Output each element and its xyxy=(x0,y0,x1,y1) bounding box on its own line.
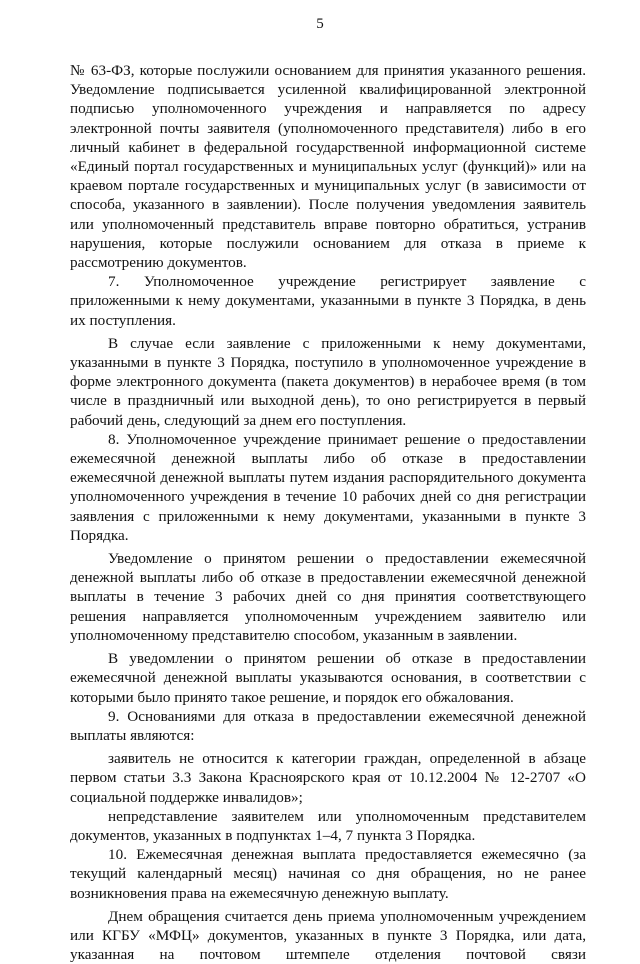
paragraph-refusal-ground-1: заявитель не относится к категории граждан, определенной в абзаце первом статьи 3.3 Закона Красноярского края от 10.12.2004 № 12-2707 «О социальной поддержке инвалидов»; xyxy=(70,750,586,806)
document-body xyxy=(70,61,586,964)
paragraph-electronic-registration: В случае если заявление с приложенными к нему документами, указанными в пункте 3 Порядка, поступило в уполномоченное учреждение в форме электронного документа (пакета документов) в нерабочее время (в том числе в праздничный или выходной день), то оно регистрируется в первый рабочий день, следующий за днем его поступления. xyxy=(70,334,586,429)
paragraph-refusal-notice: В уведомлении о принятом решении об отказе в предоставлении ежемесячной денежной выплаты указываются основания, в соответствии с которыми было принято такое решение, и порядок его обжалования. xyxy=(70,650,586,706)
paragraph-refusal-ground-2: непредставление заявителем или уполномоченным представителем документов, указанных в подпунктах 1–4, 7 пункта 3 Порядка. xyxy=(70,807,586,844)
paragraph-decision-notice: Уведомление о принятом решении о предоставлении ежемесячной денежной выплаты либо об отказе в предоставлении ежемесячной денежной выплаты в течение 3 рабочих дней со дня принятия соответствующего решения направляется уполномоченным учреждением заявителю или уполномоченному представителю способом, указанным в заявлении. xyxy=(70,550,586,644)
paragraph-item-10: 10. Ежемесячная денежная выплата предоставляется ежемесячно (за текущий календарный месяц) начиная со дня обращения, но не ранее возникновения права на ежемесячную денежную выплату. xyxy=(70,846,586,902)
paragraph-item-7: 7. Уполномоченное учреждение регистрирует заявление с приложенными к нему документами, указанными в пункте 3 Порядка, в день их поступления. xyxy=(70,273,586,329)
paragraph-application-date: Днем обращения считается день приема уполномоченным учреждением или КГБУ «МФЦ» документов, указанных в пункте 3 Порядка, или дата, указанная на почтовом штемпеле отделения почтовой связи xyxy=(70,907,586,964)
page-number: 5 xyxy=(316,16,324,32)
paragraph-item-8: 8. Уполномоченное учреждение принимает решение о предоставлении ежемесячной денежной выплаты либо об отказе в предоставлении ежемесячной денежной выплаты путем издания распорядительного документа уполномоченного учреждения в течение 10 рабочих дней со дня регистрации заявления с приложенными к нему документами, указанными в пункте 3 Порядка. xyxy=(70,430,586,544)
paragraph-continuation: № 63-ФЗ, которые послужили основанием для принятия указанного решения. Уведомление подписывается усиленной квалифицированной электронной подписью уполномоченного учреждения и направляется по адресу электронной почты заявителя (уполномоченного представителя) либо в его личный кабинет в федеральной государственной информационной системе «Единый портал государственных и муниципальных услуг (функций)» или на краевом портале государственных и муниципальных услуг (в зависимости от способа, указанного в заявлении). После получения уведомления заявитель или уполномоченный представитель вправе повторно обратиться, устранив нарушения, которые послужили основанием для отказа в приеме к рассмотрению документов. xyxy=(70,62,586,272)
paragraph-item-9: 9. Основаниями для отказа в предоставлении ежемесячной денежной выплаты являются: xyxy=(70,707,586,744)
